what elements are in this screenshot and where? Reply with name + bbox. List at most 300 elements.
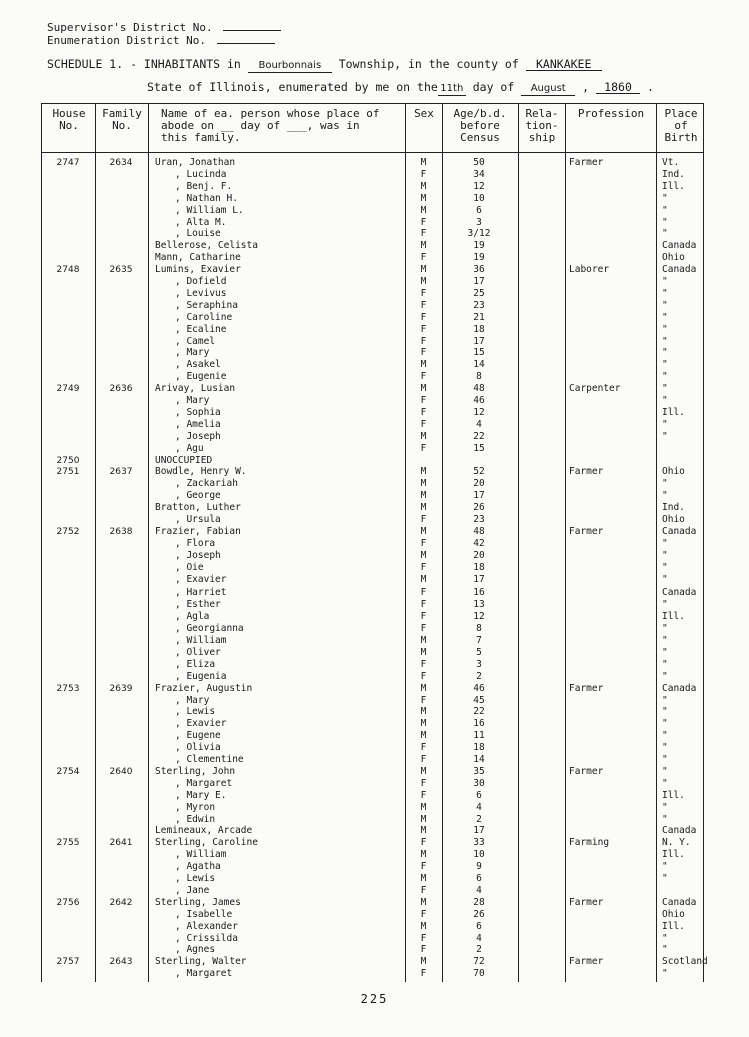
sex-value: F	[420, 442, 427, 454]
table-row	[0, 443, 749, 455]
supervisor-blank	[223, 20, 281, 31]
table-row	[0, 849, 749, 861]
birthplace-value: Ind.	[662, 502, 685, 514]
sex-value: M	[420, 490, 427, 502]
table-row	[0, 647, 749, 659]
birthplace-value: "	[662, 395, 668, 406]
person-name: Frazier, Augustin	[155, 682, 253, 694]
sex-value: F	[420, 406, 427, 418]
age-value: 6	[476, 789, 482, 801]
person-name: , Oliver	[175, 646, 221, 658]
age-value: 17	[473, 490, 485, 502]
birthplace-value: "	[662, 718, 668, 730]
profession-value: Farmer	[569, 466, 604, 478]
house-number: 2750	[56, 455, 80, 466]
person-name: Bratton, Luther	[155, 502, 241, 514]
birthplace-value: Ill.	[662, 849, 685, 861]
person-name: , Seraphina	[175, 299, 238, 311]
table-row	[0, 754, 749, 766]
sex-value: M	[420, 646, 427, 658]
person-name: , Agatha	[175, 861, 221, 873]
birthplace-value: Ill.	[662, 406, 685, 418]
person-name: , Sophia	[175, 406, 221, 418]
birthplace-value: Ill.	[662, 180, 685, 192]
sex-value: M	[420, 204, 427, 216]
table-row	[0, 252, 749, 264]
age-value: 20	[473, 549, 485, 561]
table-row	[0, 921, 749, 933]
table-row	[0, 288, 749, 300]
col-header-name-line: Name of ea. person whose place of	[161, 107, 380, 120]
sex-value: F	[420, 694, 427, 706]
sex-value: M	[420, 718, 427, 730]
supervisor-line	[47, 20, 281, 34]
age-value: 36	[473, 264, 485, 276]
person-name: Bellerose, Celista	[155, 240, 258, 252]
sex-value: F	[420, 670, 427, 682]
age-value: 14	[473, 359, 485, 371]
birthplace-value: "	[662, 932, 668, 944]
birthplace-value: "	[662, 299, 668, 311]
col-header-sex: Sex	[414, 107, 434, 120]
sex-value: F	[420, 561, 427, 573]
sex-value: M	[420, 192, 427, 204]
table-row	[0, 623, 749, 635]
house-number: 2754	[56, 766, 80, 777]
birthplace-value: "	[662, 573, 668, 585]
page-number: 225	[360, 992, 389, 1006]
sex-value: F	[420, 418, 427, 430]
age-value: 18	[473, 561, 485, 573]
sex-value: F	[420, 311, 427, 323]
family-number: 2636	[109, 384, 133, 395]
table-row	[0, 706, 749, 718]
age-value: 3	[476, 658, 482, 670]
house-number: 2749	[56, 384, 80, 395]
township-mid: Township, in the county of	[338, 57, 519, 71]
family-number: 2639	[109, 683, 133, 694]
sex-value: M	[420, 730, 427, 742]
sex-value: F	[420, 944, 427, 956]
table-row	[0, 490, 749, 502]
state-line	[147, 81, 654, 96]
col-header-name-line: this family.	[161, 131, 241, 144]
birthplace-value: Ohio	[662, 466, 685, 478]
birthplace-value: "	[662, 742, 668, 754]
birthplace-value: "	[662, 754, 668, 765]
sex-value: M	[420, 240, 427, 252]
age-value: 3/12	[467, 228, 491, 240]
sex-value: F	[420, 754, 427, 765]
person-name: , Isabelle	[175, 908, 233, 920]
family-number: 2641	[109, 838, 133, 849]
col-header-age: Age/b.d. before Census	[453, 107, 507, 144]
table-row	[0, 671, 749, 683]
table-row	[0, 181, 749, 193]
age-value: 4	[476, 932, 482, 944]
age-value: 15	[473, 442, 485, 454]
age-value: 26	[473, 502, 485, 514]
birthplace-value: Vt.	[662, 157, 680, 168]
age-value: 4	[476, 801, 482, 813]
sex-value: M	[420, 635, 427, 646]
age-value: 3	[476, 216, 482, 228]
birthplace-value: Ind.	[662, 168, 685, 180]
birthplace-value: "	[662, 765, 668, 777]
table-row	[0, 383, 749, 395]
age-value: 13	[473, 599, 485, 611]
person-name: , Flora	[175, 537, 216, 549]
birthplace-value: "	[662, 549, 668, 561]
person-name: , Georgianna	[175, 623, 244, 635]
sex-value: M	[420, 157, 427, 168]
table-row	[0, 599, 749, 611]
family-number: 2643	[109, 957, 133, 968]
birthplace-value: Ohio	[662, 908, 685, 920]
table-row	[0, 885, 749, 897]
person-name: Arivay, Lusian	[155, 383, 236, 395]
age-value: 11	[473, 730, 485, 742]
sex-value: F	[420, 537, 427, 549]
sex-value: M	[420, 682, 427, 694]
birthplace-value: Ill.	[662, 611, 685, 623]
sex-value: M	[420, 549, 427, 561]
sex-value: F	[420, 168, 427, 180]
birthplace-value: "	[662, 635, 668, 646]
sex-value: M	[420, 525, 427, 537]
profession-value: Farmer	[569, 765, 604, 777]
table-row	[0, 264, 749, 276]
sex-value: F	[420, 287, 427, 299]
person-name: , Eliza	[175, 658, 216, 670]
age-value: 33	[473, 837, 485, 849]
age-value: 8	[476, 623, 482, 635]
table-row	[0, 228, 749, 240]
person-name: , Caroline	[175, 311, 233, 323]
birthplace-value: "	[662, 287, 668, 299]
person-name: Bowdle, Henry W.	[155, 466, 247, 478]
person-name: , Ecaline	[175, 323, 227, 335]
family-number: 2638	[109, 526, 133, 537]
age-value: 17	[473, 825, 485, 837]
birthplace-value: Canada	[662, 896, 697, 908]
age-value: 72	[473, 956, 485, 968]
sex-value: M	[420, 383, 427, 395]
age-value: 17	[473, 276, 485, 287]
sex-value: F	[420, 216, 427, 228]
profession-value: Farmer	[569, 682, 604, 694]
day-value: 11th	[438, 83, 466, 96]
person-name: , Joseph	[175, 549, 221, 561]
person-name: , William	[175, 849, 227, 861]
table-row	[0, 395, 749, 407]
birthplace-value: "	[662, 968, 668, 980]
birthplace-value: "	[662, 561, 668, 573]
person-name: , Dofield	[175, 276, 227, 287]
house-number: 2755	[56, 838, 80, 849]
profession-value: Farming	[569, 837, 610, 849]
township-name: Bourbonnais	[248, 60, 332, 73]
table-row	[0, 514, 749, 526]
person-name: , Zackariah	[175, 478, 238, 490]
table-row	[0, 347, 749, 359]
birthplace-value: "	[662, 276, 668, 287]
col-header-profession: Profession	[577, 107, 645, 120]
person-name: Lemineaux, Arcade	[155, 825, 253, 837]
person-name: , Joseph	[175, 430, 221, 442]
family-number: 2634	[109, 158, 133, 168]
birthplace-value: "	[662, 430, 668, 442]
table-row	[0, 276, 749, 288]
table-row	[0, 550, 749, 562]
age-value: 48	[473, 525, 485, 537]
table-row	[0, 359, 749, 371]
table-row	[0, 312, 749, 324]
birthplace-value: "	[662, 371, 668, 383]
sex-value: M	[420, 430, 427, 442]
person-name: , Mary	[175, 694, 210, 706]
birthplace-value: "	[662, 228, 668, 240]
year-value: 1860	[596, 81, 640, 94]
person-name: Lumins, Exavier	[155, 264, 241, 276]
col-header-house: House No.	[52, 107, 86, 132]
birthplace-value: "	[662, 359, 668, 371]
family-number: 2637	[109, 467, 133, 478]
person-name: Sterling, James	[155, 896, 241, 908]
birthplace-value: "	[662, 658, 668, 670]
birthplace-value: "	[662, 813, 668, 825]
sex-value: F	[420, 932, 427, 944]
sex-value: M	[420, 264, 427, 276]
person-name: UNOCCUPIED	[155, 454, 213, 466]
house-number: 2757	[56, 957, 80, 968]
sex-value: F	[420, 908, 427, 920]
table-row	[0, 933, 749, 945]
table-row	[0, 371, 749, 383]
table-row	[0, 324, 749, 336]
schedule-line	[47, 58, 602, 73]
sex-value: M	[420, 825, 427, 837]
age-value: 12	[473, 611, 485, 623]
sex-value: M	[420, 813, 427, 825]
family-number: 2640	[109, 766, 133, 777]
sex-value: M	[420, 276, 427, 287]
sex-value: M	[420, 765, 427, 777]
house-number: 2756	[56, 897, 80, 908]
birthplace-value: "	[662, 861, 668, 873]
age-value: 23	[473, 514, 485, 525]
age-value: 4	[476, 418, 482, 430]
person-name: , Myron	[175, 801, 216, 813]
age-value: 50	[473, 157, 485, 168]
age-value: 8	[476, 371, 482, 383]
table-row	[0, 300, 749, 312]
age-value: 7	[476, 635, 482, 646]
profession-value: Farmer	[569, 896, 604, 908]
sex-value: M	[420, 478, 427, 490]
table-row	[0, 766, 749, 778]
birthplace-value: "	[662, 706, 668, 718]
year-sep: ,	[582, 80, 590, 94]
person-name: , Levivus	[175, 287, 227, 299]
table-row	[0, 538, 749, 550]
birthplace-value: Canada	[662, 682, 697, 694]
sex-value: F	[420, 777, 427, 789]
table-row	[0, 478, 749, 490]
person-name: , Eugene	[175, 730, 221, 742]
birthplace-value: "	[662, 347, 668, 359]
house-number: 2751	[56, 467, 80, 478]
table-row	[0, 419, 749, 431]
sex-value: M	[420, 466, 427, 478]
age-value: 45	[473, 694, 485, 706]
person-name: , Eugenie	[175, 371, 227, 383]
table-row	[0, 968, 749, 980]
sex-value: F	[420, 611, 427, 623]
person-name: , Asakel	[175, 359, 221, 371]
table-row	[0, 635, 749, 647]
profession-value: Farmer	[569, 956, 604, 968]
person-name: , Exavier	[175, 573, 227, 585]
sex-value: F	[420, 323, 427, 335]
age-value: 6	[476, 873, 482, 884]
birthplace-value: "	[662, 335, 668, 347]
table-row	[0, 431, 749, 443]
sex-value: M	[420, 706, 427, 718]
sex-value: F	[420, 252, 427, 264]
age-value: 42	[473, 537, 485, 549]
person-name: , Agla	[175, 611, 210, 623]
sex-value: F	[420, 623, 427, 635]
table-row	[0, 466, 749, 478]
sex-value: F	[420, 347, 427, 359]
col-header-family: Family No.	[102, 107, 142, 132]
age-value: 28	[473, 896, 485, 908]
sex-value: F	[420, 599, 427, 611]
age-value: 19	[473, 252, 485, 264]
age-value: 2	[476, 813, 482, 825]
table-row	[0, 336, 749, 348]
person-name: , Exavier	[175, 718, 227, 730]
age-value: 12	[473, 406, 485, 418]
sex-value: M	[420, 849, 427, 861]
profession-value: Farmer	[569, 525, 604, 537]
age-value: 19	[473, 240, 485, 252]
table-row	[0, 730, 749, 742]
sex-value: M	[420, 573, 427, 585]
col-header-name-line: abode on __ day of ___, was in	[161, 119, 360, 132]
age-value: 16	[473, 718, 485, 730]
table-row	[0, 861, 749, 873]
person-name: , Margaret	[175, 968, 233, 980]
sex-value: M	[420, 873, 427, 884]
birthplace-value: "	[662, 537, 668, 549]
birthplace-value: Canada	[662, 264, 697, 276]
sex-value: M	[420, 180, 427, 192]
age-value: 48	[473, 383, 485, 395]
age-value: 17	[473, 335, 485, 347]
person-name: , Camel	[175, 335, 216, 347]
age-value: 18	[473, 742, 485, 754]
age-value: 6	[476, 204, 482, 216]
table-row	[0, 944, 749, 956]
table-top-rule	[41, 103, 703, 104]
age-value: 22	[473, 430, 485, 442]
col-header-birth: Place of Birth	[664, 107, 698, 144]
person-name: , Clementine	[175, 754, 244, 765]
col-header-name	[161, 108, 405, 144]
person-name: , Benj. F.	[175, 180, 233, 192]
birthplace-value: "	[662, 216, 668, 228]
birthplace-value: "	[662, 646, 668, 658]
age-value: 6	[476, 920, 482, 932]
enumeration-line	[47, 33, 275, 47]
person-name: , Amelia	[175, 418, 221, 430]
birthplace-value: "	[662, 623, 668, 635]
table-row	[0, 562, 749, 574]
birthplace-value: "	[662, 944, 668, 956]
person-name: Sterling, John	[155, 765, 236, 777]
table-row	[0, 526, 749, 538]
age-value: 17	[473, 573, 485, 585]
birthplace-value: "	[662, 478, 668, 490]
table-row	[0, 502, 749, 514]
age-value: 16	[473, 587, 485, 599]
table-row	[0, 790, 749, 802]
sex-value: M	[420, 801, 427, 813]
table-row	[0, 659, 749, 671]
table-header-rule	[41, 152, 703, 153]
age-value: 21	[473, 311, 485, 323]
person-name: , Agu	[175, 442, 204, 454]
family-number: 2642	[109, 897, 133, 908]
sex-value: M	[420, 359, 427, 371]
age-value: 18	[473, 323, 485, 335]
sex-value: M	[420, 896, 427, 908]
person-name: Frazier, Fabian	[155, 525, 241, 537]
age-value: 46	[473, 395, 485, 406]
sex-value: F	[420, 861, 427, 873]
person-name: Sterling, Walter	[155, 956, 247, 968]
table-row	[0, 587, 749, 599]
house-number: 2753	[56, 683, 80, 694]
sex-value: F	[420, 837, 427, 849]
sex-value: F	[420, 395, 427, 406]
birthplace-value: "	[662, 418, 668, 430]
birthplace-value: Scotland	[662, 956, 708, 968]
person-name: , Mary	[175, 347, 210, 359]
person-name: , George	[175, 490, 221, 502]
sex-value: F	[420, 968, 427, 980]
supervisor-label: Supervisor's District No.	[47, 21, 213, 34]
age-value: 15	[473, 347, 485, 359]
table-row	[0, 217, 749, 229]
schedule-prefix: SCHEDULE 1. - INHABITANTS in	[47, 57, 241, 71]
day-mid: day of	[472, 80, 515, 94]
sex-value: F	[420, 742, 427, 754]
age-value: 9	[476, 861, 482, 873]
person-name: , Louise	[175, 228, 221, 240]
county-name: KANKAKEE	[526, 58, 602, 71]
col-header-relation: Rela- tion- ship	[525, 107, 559, 144]
age-value: 14	[473, 754, 485, 765]
person-name: , William	[175, 635, 227, 646]
table-row	[0, 205, 749, 217]
profession-value: Carpenter	[569, 383, 621, 395]
table-row	[0, 455, 749, 467]
birthplace-value: "	[662, 490, 668, 502]
person-name: , Lewis	[175, 873, 216, 884]
